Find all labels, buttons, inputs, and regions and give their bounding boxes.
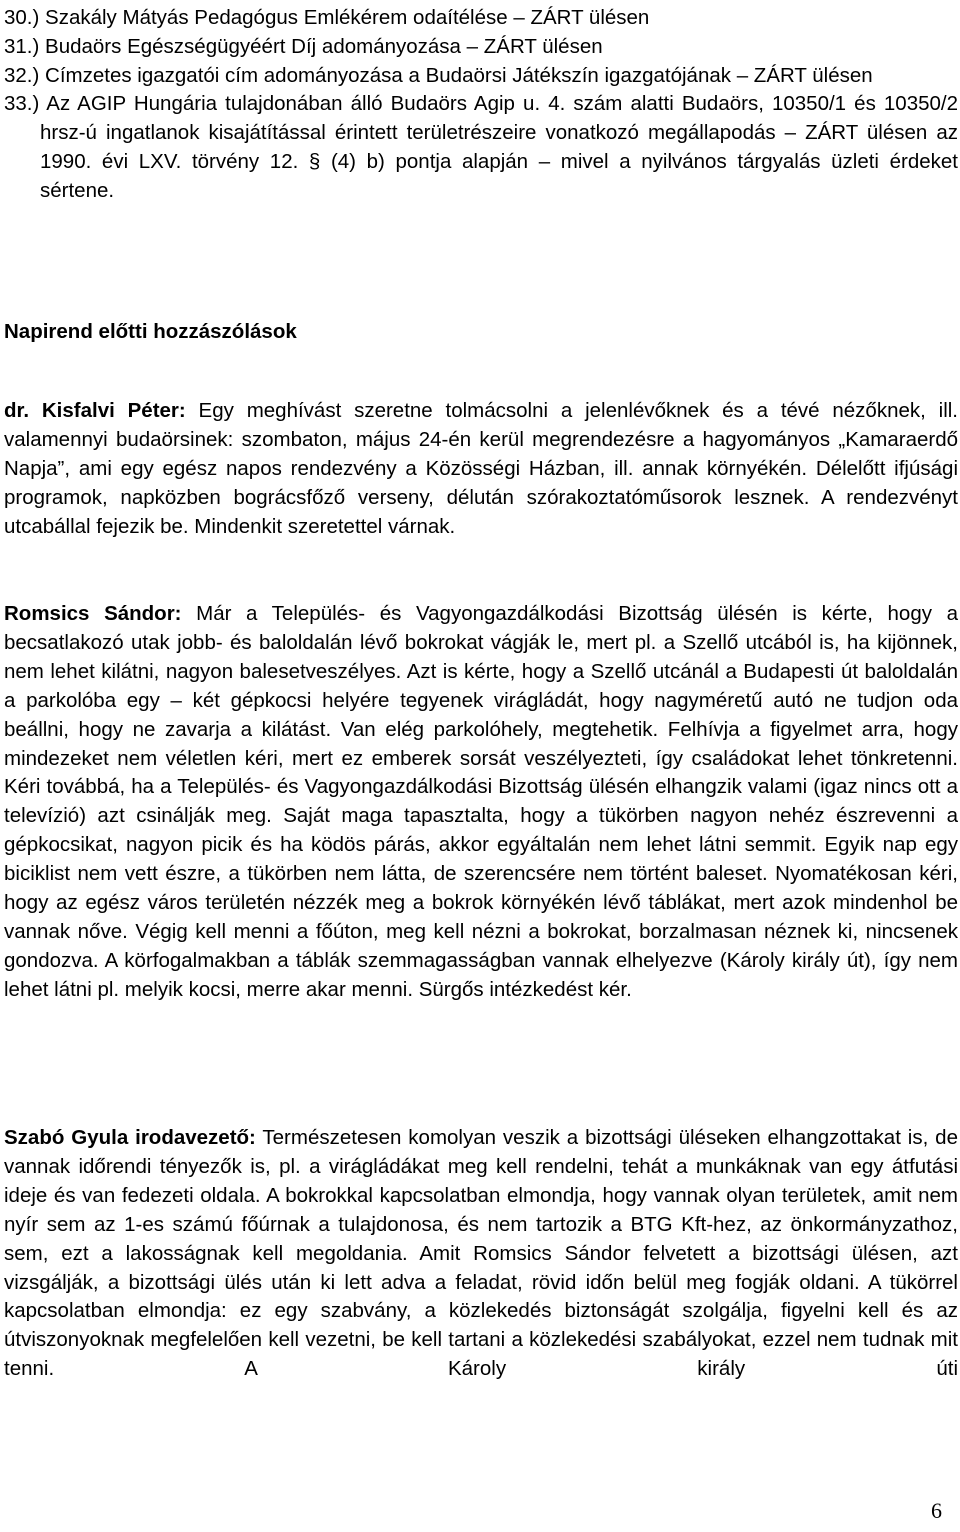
- paragraph-text: Természetesen komolyan veszik a bizottsági üléseken elhangzottakat is, de vannak időrendi tényezők is, pl. a virágládákat meg kell rendelni, tehát a munkáknak van egy átfutási ideje és van fedezeti oldala. A bokrokkal kapcsolatban elmondja, hogy vannak olyan területek, amit nem nyír sem az 1-es számú főúrnak a tulajdonosa, és nem tartozik a BTG Kft-hez, az önkormányzathoz, sem, ezt a lakosságnak kell megoldania. Amit Romsics Sándor felvetett a bizottsági ülésen, azt vizsgálják, a bizottsági ülés után ki lett adva a feladat, rövid időn belül meg fogják oldani. A tükörrel kapcsolatban elmondja: ez egy szabvány, a közlekedés biztonságát szolgálja, figyelni kell és az útviszonyoknak megfelelően kell vezetni, be kell tartani a közlekedési szabályokat, ezzel nem tudnak mit tenni. A Károly király úti: [4, 1126, 958, 1381]
- paragraph-romsics: [4, 600, 958, 1005]
- agenda-item-30: 30.) Szakály Mátyás Pedagógus Emlékérem odaítélése – ZÁRT ülésen: [4, 6, 650, 29]
- speaker-name: Szabó Gyula irodavezető:: [4, 1126, 256, 1149]
- paragraph-szabo: [4, 1124, 958, 1384]
- agenda-item-33: 33.) Az AGIP Hungária tulajdonában álló Budaörs Agip u. 4. szám alatti Budaörs, 10350/1 és 10350/2 hrsz-ú ingatlanok kisajátítással érintett területrészeire vonatkozó megállapodás – ZÁRT ülésen az 1990. évi LXV. törvény 12. § (4) b) pontja alapján – mivel a nyilvános tárgyalás üzleti érdeket sértene.: [4, 92, 958, 202]
- agenda-list: [4, 4, 958, 206]
- agenda-item-32: 32.) Címzetes igazgatói cím adományozása a Budaörsi Játékszín igazgatójának – ZÁRT ülésen: [4, 63, 873, 87]
- paragraph-text: Egy meghívást szeretne tolmácsolni a jelenlévőknek és a tévé nézőknek, ill. valamennyi budaörsinek: szombaton, május 24-én kerül megrendezésre a hagyományos „Kamaraerdő Napja”, ami egy egész napos rendezvény a Közösségi Házban, ill. annak környékén. Délelőtt ifjúsági programok, napközben bográcsfőző verseny, délután szórakoztatóműsorok lesznek. A rendezvényt utcabállal fejezik be. Mindenkit szeretettel várnak.: [4, 399, 959, 538]
- paragraph-kisfalvi: [4, 397, 958, 542]
- page-number: 6: [931, 1498, 942, 1523]
- paragraph-text: Már a Település- és Vagyongazdálkodási Bizottság ülésén is kérte, hogy a becsatlakozó utak jobb- és baloldalán lévő bokrokat vágják le, mert pl. a Szellő utcából is, ha kijönnek, nem lehet kilátni, nagyon balesetveszélyes. Azt is kérte, hogy a Szellő utcánál a Budapesti út baloldalán a parkolóba egy – két gépkocsi helyére tegyenek virágládát, hogy nagyméretű autó ne tudjon oda beállni, hogy ne zavarja a kilátást. Van elég parkolóhely, megtehetik. Felhívja a figyelmet arra, hogy mindezeket nem véletlen kéri, mert ez emberek sorsát veszélyezteti, így családokat lehet tönkretenni. Kéri továbbá, ha a Település- és Vagyongazdálkodási Bizottság ülésén elhangzik valami (igaz nincs ott a televízió) azt csinálják meg. Saját maga tapasztalta, hogy a tükörben nagyon nehéz észrevenni a gépkocsikat, nagyon picik és ha ködös párás, akkor egyáltalán nem lehet látni semmit. Egyik nap egy biciklist nem vett észre, a tükörben nem látta, de szerencsére nem történt baleset. Nyomatékosan kéri, hogy az egész város területén nézzék meg a bokrok környékén lévő táblákat, mert azok mindenhol be vannak nőve. Végig kell menni a főúton, meg kell nézni a bokrokat, borzalmasan néznek ki, nincsenek gondozva. A körfogalmakban a táblák szemmagasságban vannak elhelyezve (Károly király út), így nem lehet látni pl. melyik kocsi, merre akar menni. Sürgős intézkedést kér.: [4, 602, 958, 1001]
- speaker-name: dr. Kisfalvi Péter:: [4, 399, 186, 422]
- section-heading: Napirend előtti hozzászólások: [4, 320, 297, 343]
- speaker-name: Romsics Sándor:: [4, 602, 182, 625]
- agenda-item-31: 31.) Budaörs Egészségügyéért Díj adományozása – ZÁRT ülésen: [4, 34, 603, 58]
